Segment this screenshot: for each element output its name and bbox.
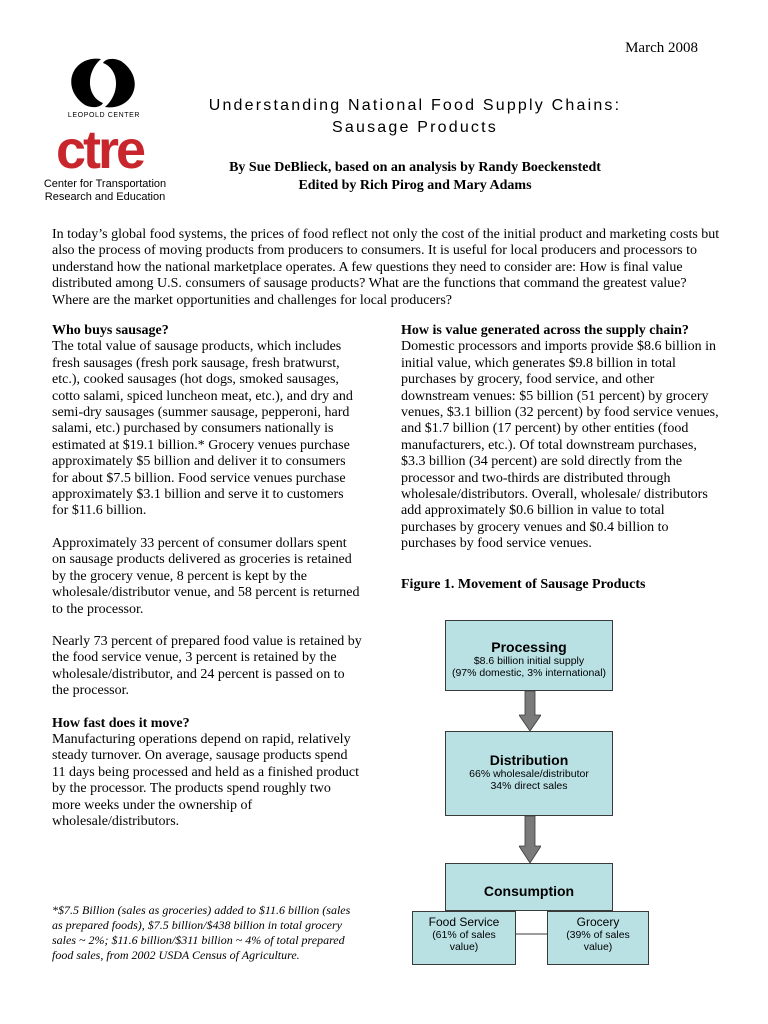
distribution-line-1: 66% wholesale/distributor: [469, 768, 589, 780]
publication-date: March 2008: [625, 40, 698, 56]
food-service-line-2: value): [449, 941, 479, 953]
distribution-box: [445, 731, 613, 816]
footnote: *$7.5 Billion (sales as groceries) added to $11.6 billion (sales as prepared foods), $7.5 billion/$438 billion in total grocery sales ~ 2%; $11.6 billion/$311 billion ~ 4% of total prepared food sales, from 2002 USDA Census of Agriculture.: [52, 903, 351, 962]
arrow-down-icon: [519, 816, 541, 863]
title-line-1: Understanding National Food Supply Chains:: [208, 97, 622, 114]
food-service-line-1: (61% of sales: [432, 929, 496, 941]
ctre-logo: [56, 120, 143, 180]
section-heading-who-buys: Who buys sausage?: [52, 323, 169, 338]
grocery-line-1: (39% of sales: [566, 929, 630, 941]
arrow-down-icon: [519, 691, 541, 731]
paragraph-total-value: The total value of sausage products, which includes fresh sausages (fresh pork sausage, fresh bratwurst, etc.), cooked sausages (hot dogs, smoked sausages, cotto salami, spiced luncheon meat, etc.), and dry and semi-dry sausages (summer sausage, pepperoni, hard salami, etc.) purchased by consumers nationally is estimated at $19.1 billion.* Grocery venues purchase approximately $5 billion and deliver it to consumers for about $7.5 billion. Food service venues purchase approximately $3.1 billion and serve it to customers for $11.6 billion.: [52, 339, 353, 519]
processing-line-2: (97% domestic, 3% international): [451, 667, 607, 679]
grocery-title: Grocery: [576, 915, 620, 929]
consumption-title: Consumption: [483, 883, 575, 899]
leopold-center-label: LEOPOLD CENTER: [67, 112, 141, 119]
distribution-line-2: 34% direct sales: [490, 780, 568, 792]
figure-title: Figure 1. Movement of Sausage Products: [401, 577, 646, 592]
section-heading-value: How is value generated across the supply chain?: [401, 323, 689, 338]
title-line-2: Sausage Products: [332, 119, 498, 136]
connector-line: [516, 932, 547, 936]
food-service-box: [412, 911, 516, 965]
ctre-logo-text: ctre: [56, 120, 144, 180]
paragraph-value-chain: Domestic processors and imports provide $8.6 billion in initial value, which generates $9.8 billion in total purchases by grocery, food service, and other downstream venues: $5 billion (51 percent) by grocery venues, $3.1 billion (32 percent) by food service venues, and $1.7 billion (17 percent) by other entities (food manufacturers, etc.). Of total downstream purchases, $3.3 billion (34 percent) are sold directly from the processor and two-thirds are distributed through wholesale/distributors. Overall, wholesale/ distributors add approximately $0.6 billion in value to total purchases by grocery venues and $0.4 billion to purchases by food service venues.: [401, 339, 719, 552]
grocery-box: [547, 911, 649, 965]
grocery-line-2: value): [583, 941, 613, 953]
byline-authors: By Sue DeBlieck, based on an analysis by Randy Boeckenstedt: [229, 160, 601, 175]
distribution-title: Distribution: [489, 752, 569, 768]
paragraph-grocery-share: Approximately 33 percent of consumer dollars spent on sausage products delivered as groceries is retained by the grocery venue, 8 percent is kept by the wholesale/distributor venue, and 58 percent is returned to the processor.: [52, 535, 360, 617]
right-column: [401, 323, 723, 569]
processing-box: [445, 620, 613, 691]
paragraph-food-service-share: Nearly 73 percent of prepared food value is retained by the food service venue, 3 percent is retained by the wholesale/distributor, and 24 percent is passed on to the processor.: [52, 633, 362, 699]
food-service-title: Food Service: [428, 915, 500, 929]
ctre-subtitle: Center for Transportation Research and Education: [43, 178, 167, 203]
left-column: [52, 323, 362, 846]
consumption-box: [445, 863, 613, 911]
section-heading-how-fast: How fast does it move?: [52, 715, 190, 731]
processing-line-1: $8.6 billion initial supply: [473, 655, 585, 667]
document-title: [180, 95, 650, 139]
byline: [180, 159, 650, 195]
intro-paragraph: In today’s global food systems, the prices of food reflect not only the cost of the initial product and marketing costs but also the process of moving products from producers to consumers. It is useful for local producers and processors to understand how the national marketplace operates. A few questions they need to consider are: How is final value distributed among U.S. consumers of sausage products? What are the functions that command the greatest value? Where are the market opportunities and challenges for local producers?: [52, 227, 720, 308]
processing-title: Processing: [491, 639, 567, 655]
leopold-center-logo: [63, 57, 143, 109]
byline-editors: Edited by Rich Pirog and Mary Adams: [298, 178, 532, 193]
paragraph-turnover: Manufacturing operations depend on rapid, relatively steady turnover. On average, sausage products spend 11 days being processed and held as a finished product by the processor. The products spend roughly two more weeks under the ownership of wholesale/distributors.: [52, 731, 360, 829]
